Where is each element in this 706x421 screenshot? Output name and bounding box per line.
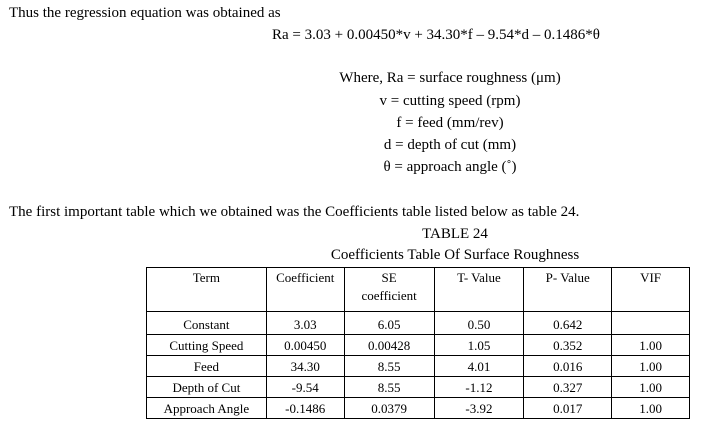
cell-term: Depth of Cut bbox=[147, 377, 267, 398]
cell-t-value: 0.50 bbox=[434, 312, 524, 335]
header-se bbox=[344, 268, 434, 312]
cell-p-value: 0.642 bbox=[524, 312, 612, 335]
paragraph-text: The first important table which we obtained was the Coefficients table listed below as table 24. bbox=[9, 204, 580, 220]
cell-coefficient: 0.00450 bbox=[266, 335, 344, 356]
cell-term: Constant bbox=[147, 312, 267, 335]
cell-vif: 1.00 bbox=[612, 398, 690, 419]
cell-se: 0.0379 bbox=[344, 398, 434, 419]
table-row bbox=[147, 356, 690, 377]
table-number: TABLE 24 bbox=[422, 226, 488, 242]
cell-se: 8.55 bbox=[344, 356, 434, 377]
cell-se: 8.55 bbox=[344, 377, 434, 398]
table-header-row bbox=[147, 268, 690, 312]
where-line-v: v = cutting speed (rpm) bbox=[379, 93, 521, 109]
cell-t-value: 4.01 bbox=[434, 356, 524, 377]
where-line-d: d = depth of cut (mm) bbox=[383, 137, 517, 153]
table-row bbox=[147, 312, 690, 335]
table-row bbox=[147, 377, 690, 398]
cell-p-value: 0.017 bbox=[524, 398, 612, 419]
cell-t-value: 1.05 bbox=[434, 335, 524, 356]
cell-coefficient: 34.30 bbox=[266, 356, 344, 377]
cell-term: Approach Angle bbox=[147, 398, 267, 419]
cell-p-value: 0.352 bbox=[524, 335, 612, 356]
table-caption: Coefficients Table Of Surface Roughness bbox=[330, 247, 580, 263]
where-line-ra: Where, Ra = surface roughness (μm) bbox=[339, 70, 561, 86]
where-line-f: f = feed (mm/rev) bbox=[396, 115, 504, 131]
cell-vif: 1.00 bbox=[612, 356, 690, 377]
header-coefficient: Coefficient bbox=[266, 268, 344, 312]
table-row bbox=[147, 398, 690, 419]
header-se-sub: coefficient bbox=[361, 288, 417, 303]
intro-text: Thus the regression equation was obtained as bbox=[9, 5, 281, 21]
cell-p-value: 0.327 bbox=[524, 377, 612, 398]
header-term: Term bbox=[147, 268, 267, 312]
cell-coefficient: 3.03 bbox=[266, 312, 344, 335]
cell-term: Cutting Speed bbox=[147, 335, 267, 356]
cell-p-value: 0.016 bbox=[524, 356, 612, 377]
table-row bbox=[147, 335, 690, 356]
cell-se: 0.00428 bbox=[344, 335, 434, 356]
cell-term: Feed bbox=[147, 356, 267, 377]
coefficients-table bbox=[146, 267, 690, 419]
cell-coefficient: -9.54 bbox=[266, 377, 344, 398]
header-t-value: T- Value bbox=[434, 268, 524, 312]
header-vif: VIF bbox=[612, 268, 690, 312]
cell-t-value: -1.12 bbox=[434, 377, 524, 398]
cell-t-value: -3.92 bbox=[434, 398, 524, 419]
header-p-value: P- Value bbox=[524, 268, 612, 312]
cell-se: 6.05 bbox=[344, 312, 434, 335]
cell-vif bbox=[612, 312, 690, 335]
cell-coefficient: -0.1486 bbox=[266, 398, 344, 419]
header-se-label: SE bbox=[381, 270, 397, 285]
cell-vif: 1.00 bbox=[612, 335, 690, 356]
where-line-theta: θ = approach angle (˚) bbox=[383, 159, 517, 175]
cell-vif: 1.00 bbox=[612, 377, 690, 398]
regression-equation: Ra = 3.03 + 0.00450*v + 34.30*f – 9.54*d – 0.1486*θ bbox=[272, 27, 600, 43]
